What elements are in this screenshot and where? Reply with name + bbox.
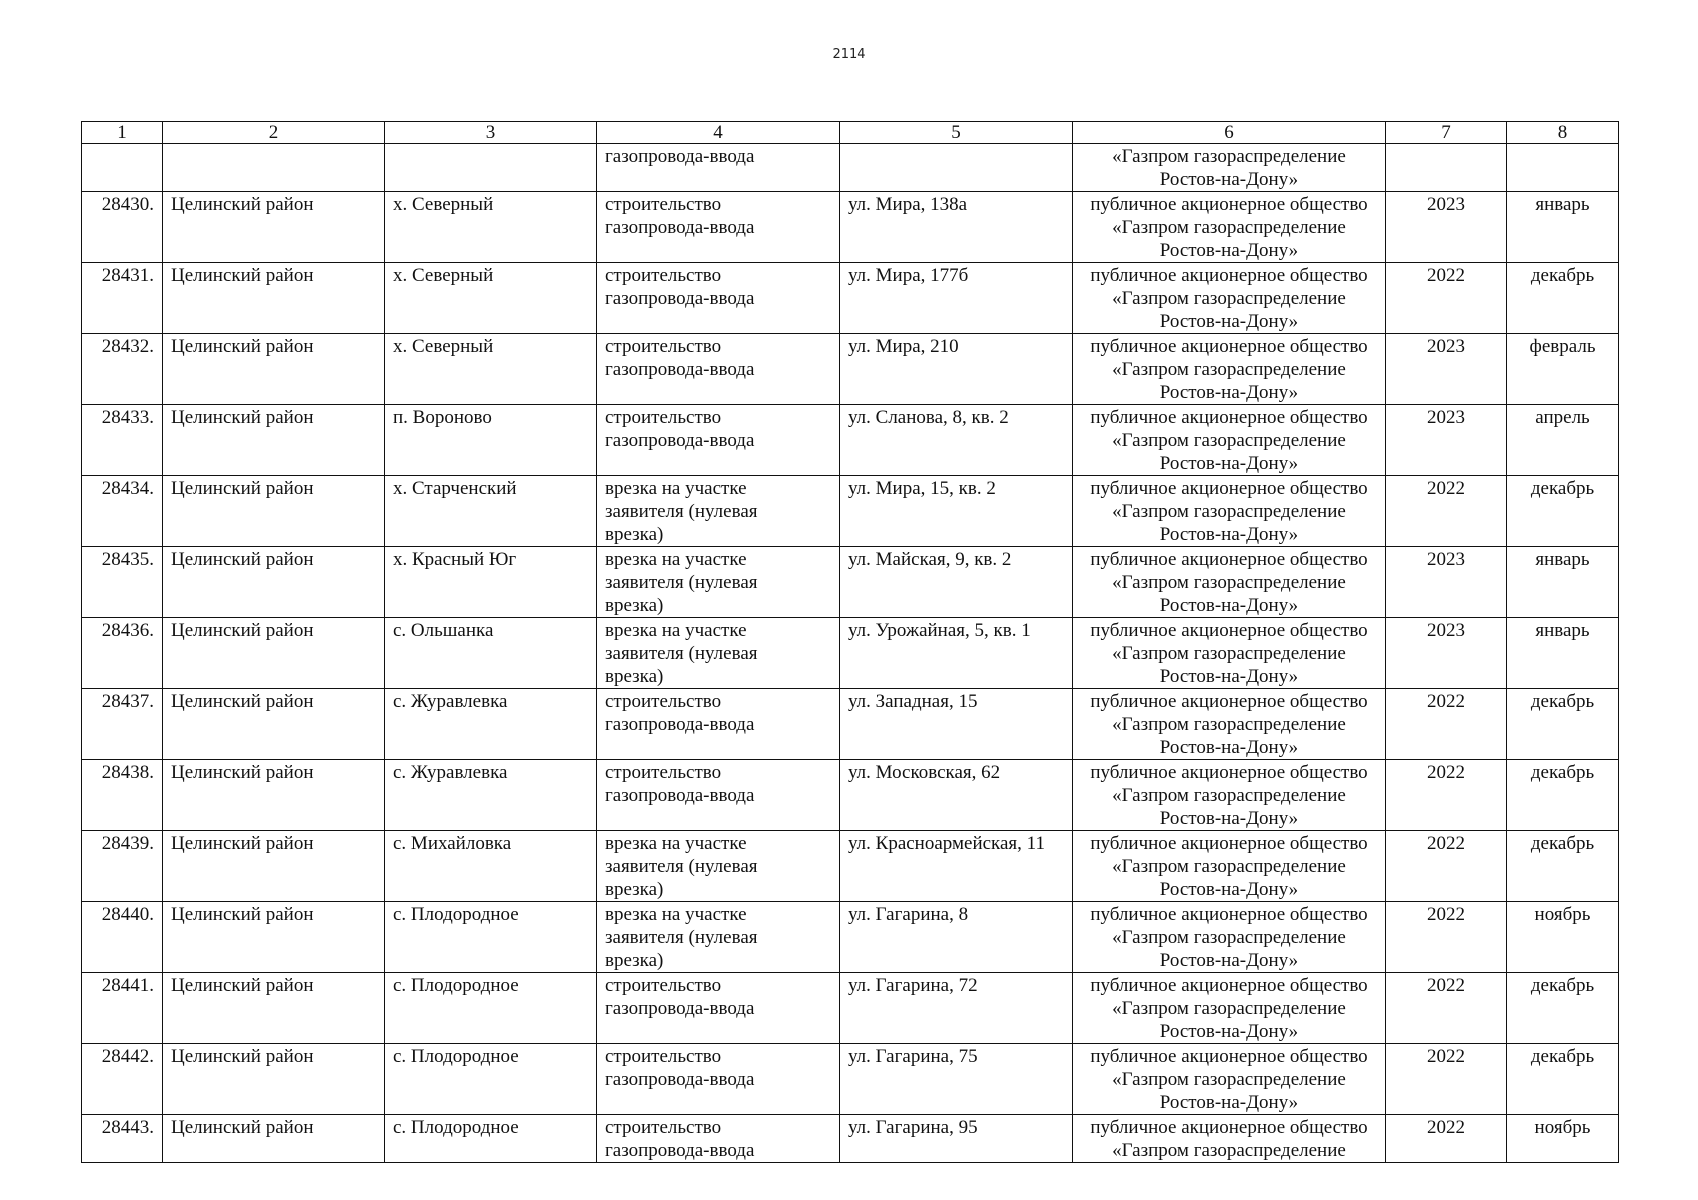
cell-district: Целинский район (163, 689, 385, 760)
cell-number: 28438. (82, 760, 163, 831)
cell-month: декабрь (1507, 760, 1619, 831)
cell-number (82, 144, 163, 192)
cell-work-type (597, 973, 840, 1044)
work-line: врезка) (605, 524, 664, 545)
cell-district (163, 144, 385, 192)
work-line: газопровода-ввода (605, 998, 755, 1019)
work-line: врезка) (605, 595, 664, 616)
cell-address: ул. Мира, 138а (840, 192, 1073, 263)
cell-organization (1073, 1044, 1386, 1115)
cell-month: январь (1507, 547, 1619, 618)
org-line: «Газпром газораспределение (1112, 714, 1346, 735)
cell-work-type (597, 1115, 840, 1163)
cell-organization (1073, 263, 1386, 334)
cell-organization (1073, 547, 1386, 618)
cell-work-type (597, 902, 840, 973)
org-line: «Газпром газораспределение (1112, 856, 1346, 877)
org-line: «Газпром газораспределение (1112, 927, 1346, 948)
org-line: «Газпром газораспределение (1112, 998, 1346, 1019)
org-line: публичное акционерное общество (1090, 1046, 1368, 1067)
table-row (82, 831, 1619, 902)
org-line: Ростов-на-Дону» (1159, 382, 1299, 403)
cell-locality: с. Плодородное (385, 1115, 597, 1163)
cell-work-type (597, 689, 840, 760)
cell-month: ноябрь (1507, 1115, 1619, 1163)
cell-district: Целинский район (163, 476, 385, 547)
table-row (82, 973, 1619, 1044)
cell-district: Целинский район (163, 902, 385, 973)
cell-year: 2022 (1386, 476, 1507, 547)
work-line: газопровода-ввода (605, 1069, 755, 1090)
org-line: публичное акционерное общество (1090, 620, 1368, 641)
cell-month: ноябрь (1507, 902, 1619, 973)
table-row (82, 476, 1619, 547)
cell-locality: с. Плодородное (385, 902, 597, 973)
org-line: Ростов-на-Дону» (1159, 595, 1299, 616)
cell-month: декабрь (1507, 1044, 1619, 1115)
cell-address: ул. Мира, 15, кв. 2 (840, 476, 1073, 547)
cell-address: ул. Западная, 15 (840, 689, 1073, 760)
cell-address: ул. Майская, 9, кв. 2 (840, 547, 1073, 618)
cell-number: 28442. (82, 1044, 163, 1115)
cell-year: 2022 (1386, 973, 1507, 1044)
cell-locality: с. Журавлевка (385, 689, 597, 760)
cell-address (840, 144, 1073, 192)
org-line: публичное акционерное общество (1090, 691, 1368, 712)
cell-work-type (597, 192, 840, 263)
cell-organization (1073, 334, 1386, 405)
cell-address: ул. Красноармейская, 11 (840, 831, 1073, 902)
cell-year: 2023 (1386, 547, 1507, 618)
cell-district: Целинский район (163, 1044, 385, 1115)
column-number: 5 (840, 122, 1073, 144)
cell-organization (1073, 405, 1386, 476)
work-line: газопровода-ввода (605, 785, 755, 806)
work-line: строительство (605, 265, 722, 286)
cell-organization (1073, 902, 1386, 973)
org-line: публичное акционерное общество (1090, 336, 1368, 357)
cell-work-type (597, 618, 840, 689)
cell-number: 28443. (82, 1115, 163, 1163)
cell-work-type (597, 547, 840, 618)
cell-organization (1073, 476, 1386, 547)
cell-address: ул. Мира, 210 (840, 334, 1073, 405)
column-number: 8 (1507, 122, 1619, 144)
cell-organization (1073, 973, 1386, 1044)
org-line: публичное акционерное общество (1090, 833, 1368, 854)
cell-number: 28441. (82, 973, 163, 1044)
column-number: 2 (163, 122, 385, 144)
cell-number: 28431. (82, 263, 163, 334)
page-number: 2114 (832, 47, 866, 62)
org-line: Ростов-на-Дону» (1159, 311, 1299, 332)
org-line: публичное акционерное общество (1090, 762, 1368, 783)
cell-month: декабрь (1507, 973, 1619, 1044)
work-line: заявителя (нулевая (605, 856, 758, 877)
cell-address: ул. Гагарина, 75 (840, 1044, 1073, 1115)
cell-district: Целинский район (163, 760, 385, 831)
cell-district: Целинский район (163, 831, 385, 902)
org-line: «Газпром газораспределение (1112, 217, 1346, 238)
org-line: публичное акционерное общество (1090, 478, 1368, 499)
org-line: «Газпром газораспределение (1112, 501, 1346, 522)
gas-connection-table (81, 121, 1619, 1163)
cell-month (1507, 144, 1619, 192)
org-line: «Газпром газораспределение (1112, 288, 1346, 309)
table-row (82, 618, 1619, 689)
cell-locality: х. Северный (385, 263, 597, 334)
cell-number: 28430. (82, 192, 163, 263)
org-line: Ростов-на-Дону» (1159, 169, 1299, 190)
column-number: 3 (385, 122, 597, 144)
cell-locality: с. Плодородное (385, 973, 597, 1044)
org-line: публичное акционерное общество (1090, 194, 1368, 215)
cell-district: Целинский район (163, 263, 385, 334)
org-line: Ростов-на-Дону» (1159, 1092, 1299, 1113)
cell-year: 2023 (1386, 618, 1507, 689)
cell-number: 28436. (82, 618, 163, 689)
table-row (82, 902, 1619, 973)
cell-organization (1073, 192, 1386, 263)
cell-year: 2023 (1386, 334, 1507, 405)
work-line: строительство (605, 407, 722, 428)
work-line: газопровода-ввода (605, 146, 755, 167)
cell-number: 28435. (82, 547, 163, 618)
work-line: строительство (605, 1046, 722, 1067)
cell-work-type (597, 144, 840, 192)
cell-locality: с. Ольшанка (385, 618, 597, 689)
cell-year: 2022 (1386, 831, 1507, 902)
cell-organization (1073, 144, 1386, 192)
work-line: заявителя (нулевая (605, 927, 758, 948)
cell-work-type (597, 263, 840, 334)
cell-number: 28440. (82, 902, 163, 973)
work-line: газопровода-ввода (605, 288, 755, 309)
org-line: «Газпром газораспределение (1112, 146, 1346, 167)
cell-work-type (597, 476, 840, 547)
org-line: Ростов-на-Дону» (1159, 737, 1299, 758)
cell-address: ул. Московская, 62 (840, 760, 1073, 831)
org-line: Ростов-на-Дону» (1159, 808, 1299, 829)
cell-year: 2022 (1386, 760, 1507, 831)
cell-locality: х. Красный Юг (385, 547, 597, 618)
cell-organization (1073, 1115, 1386, 1163)
cell-organization (1073, 760, 1386, 831)
table-body (82, 122, 1619, 1163)
cell-address: ул. Гагарина, 8 (840, 902, 1073, 973)
cell-address: ул. Сланова, 8, кв. 2 (840, 405, 1073, 476)
work-line: заявителя (нулевая (605, 643, 758, 664)
cell-year: 2022 (1386, 689, 1507, 760)
column-number: 7 (1386, 122, 1507, 144)
work-line: газопровода-ввода (605, 359, 755, 380)
org-line: Ростов-на-Дону» (1159, 240, 1299, 261)
work-line: строительство (605, 691, 722, 712)
cell-locality (385, 144, 597, 192)
org-line: Ростов-на-Дону» (1159, 1021, 1299, 1042)
org-line: «Газпром газораспределение (1112, 430, 1346, 451)
cell-year: 2023 (1386, 405, 1507, 476)
cell-month: апрель (1507, 405, 1619, 476)
column-number: 6 (1073, 122, 1386, 144)
cell-month: февраль (1507, 334, 1619, 405)
cell-organization (1073, 618, 1386, 689)
table-row (82, 1115, 1619, 1163)
cell-work-type (597, 760, 840, 831)
work-line: газопровода-ввода (605, 1140, 755, 1161)
cell-address: ул. Гагарина, 95 (840, 1115, 1073, 1163)
cell-number: 28433. (82, 405, 163, 476)
cell-address: ул. Мира, 177б (840, 263, 1073, 334)
work-line: строительство (605, 336, 722, 357)
org-line: публичное акционерное общество (1090, 904, 1368, 925)
work-line: врезка на участке (605, 620, 747, 641)
work-line: заявителя (нулевая (605, 572, 758, 593)
cell-district: Целинский район (163, 973, 385, 1044)
work-line: газопровода-ввода (605, 714, 755, 735)
cell-work-type (597, 405, 840, 476)
cell-year: 2022 (1386, 1115, 1507, 1163)
table-row (82, 334, 1619, 405)
org-line: публичное акционерное общество (1090, 407, 1368, 428)
cell-year: 2023 (1386, 192, 1507, 263)
work-line: врезка на участке (605, 904, 747, 925)
cell-locality: с. Плодородное (385, 1044, 597, 1115)
work-line: врезка) (605, 666, 664, 687)
cell-number: 28439. (82, 831, 163, 902)
cell-organization (1073, 831, 1386, 902)
org-line: «Газпром газораспределение (1112, 572, 1346, 593)
org-line: Ростов-на-Дону» (1159, 950, 1299, 971)
org-line: публичное акционерное общество (1090, 265, 1368, 286)
work-line: заявителя (нулевая (605, 501, 758, 522)
continued-row (82, 144, 1619, 192)
cell-locality: х. Старченский (385, 476, 597, 547)
org-line: «Газпром газораспределение (1112, 1069, 1346, 1090)
cell-work-type (597, 831, 840, 902)
column-number: 4 (597, 122, 840, 144)
work-line: строительство (605, 1117, 722, 1138)
cell-locality: п. Вороново (385, 405, 597, 476)
cell-district: Целинский район (163, 1115, 385, 1163)
table-row (82, 192, 1619, 263)
cell-locality: с. Михайловка (385, 831, 597, 902)
cell-month: декабрь (1507, 831, 1619, 902)
org-line: Ростов-на-Дону» (1159, 666, 1299, 687)
cell-number: 28434. (82, 476, 163, 547)
cell-locality: с. Журавлевка (385, 760, 597, 831)
org-line: Ростов-на-Дону» (1159, 879, 1299, 900)
work-line: врезка на участке (605, 478, 747, 499)
table-row (82, 405, 1619, 476)
work-line: врезка на участке (605, 549, 747, 570)
org-line: «Газпром газораспределение (1112, 643, 1346, 664)
cell-month: декабрь (1507, 689, 1619, 760)
cell-district: Целинский район (163, 334, 385, 405)
cell-number: 28437. (82, 689, 163, 760)
work-line: врезка на участке (605, 833, 747, 854)
work-line: строительство (605, 194, 722, 215)
org-line: «Газпром газораспределение (1112, 359, 1346, 380)
org-line: публичное акционерное общество (1090, 549, 1368, 570)
org-line: «Газпром газораспределение (1112, 1140, 1346, 1161)
cell-organization (1073, 689, 1386, 760)
org-line: публичное акционерное общество (1090, 975, 1368, 996)
org-line: Ростов-на-Дону» (1159, 524, 1299, 545)
cell-district: Целинский район (163, 547, 385, 618)
cell-work-type (597, 334, 840, 405)
cell-year: 2022 (1386, 263, 1507, 334)
work-line: врезка) (605, 879, 664, 900)
cell-address: ул. Урожайная, 5, кв. 1 (840, 618, 1073, 689)
column-number: 1 (82, 122, 163, 144)
column-number-row (82, 122, 1619, 144)
table-row (82, 263, 1619, 334)
cell-district: Целинский район (163, 192, 385, 263)
cell-year: 2022 (1386, 902, 1507, 973)
org-line: Ростов-на-Дону» (1159, 453, 1299, 474)
cell-work-type (597, 1044, 840, 1115)
work-line: врезка) (605, 950, 664, 971)
org-line: «Газпром газораспределение (1112, 785, 1346, 806)
table-row (82, 760, 1619, 831)
cell-year: 2022 (1386, 1044, 1507, 1115)
work-line: строительство (605, 975, 722, 996)
work-line: строительство (605, 762, 722, 783)
cell-year (1386, 144, 1507, 192)
cell-locality: х. Северный (385, 192, 597, 263)
cell-month: январь (1507, 192, 1619, 263)
cell-locality: х. Северный (385, 334, 597, 405)
org-line: публичное акционерное общество (1090, 1117, 1368, 1138)
work-line: газопровода-ввода (605, 430, 755, 451)
cell-month: декабрь (1507, 476, 1619, 547)
work-line: газопровода-ввода (605, 217, 755, 238)
cell-month: декабрь (1507, 263, 1619, 334)
table-row (82, 1044, 1619, 1115)
cell-district: Целинский район (163, 618, 385, 689)
cell-district: Целинский район (163, 405, 385, 476)
table-row (82, 689, 1619, 760)
cell-month: январь (1507, 618, 1619, 689)
table-row (82, 547, 1619, 618)
cell-number: 28432. (82, 334, 163, 405)
cell-address: ул. Гагарина, 72 (840, 973, 1073, 1044)
